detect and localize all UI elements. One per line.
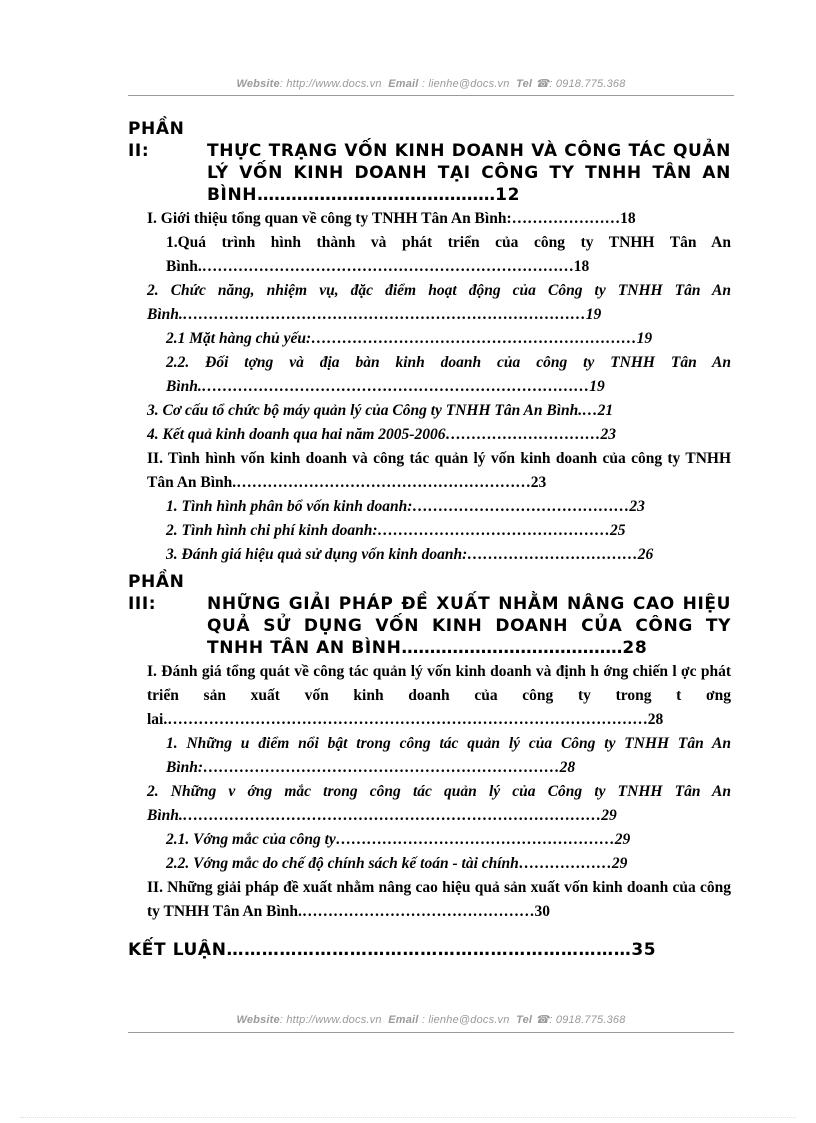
toc-entry[interactable] [147,660,731,732]
toc-entry-text: 2. Những v ớng mắc trong công tác quản lý của Công ty TNHH Tân An Bình. [147,783,731,824]
part-3-dots: ………………………………… [401,638,623,658]
part-3-page: 28 [622,638,648,658]
toc-entry-dots: …………………………………………………………… [203,759,560,776]
footer-rule [128,1032,734,1033]
toc-entry-dots: …………………………… [467,546,638,563]
toc-entry-dots: ……………………………………………………… [311,330,637,347]
part-2-label: PHẦN II: [128,119,185,161]
toc-entry[interactable] [147,519,731,543]
toc-entry-text: II. Những giải pháp đề xuất nhằm nâng cao hiệu quả sản xuất vốn kinh doanh của công ty TNHH Tân An Bình. [147,879,731,920]
toc-entry-page: 19 [636,330,653,347]
toc-entry-page: 29 [611,855,628,872]
header-email-value[interactable]: : lienhe@docs.vn [421,78,510,90]
toc-entry[interactable] [147,543,731,567]
header-email-label: Email [388,78,419,90]
toc-entry[interactable] [147,327,731,351]
toc-entry-text: 1.Quá trình hình thành và phát triển của công ty TNHH Tân An Bình. [166,234,731,275]
toc-entry[interactable] [147,399,731,423]
toc-entry-page: 26 [637,546,654,563]
conclusion-title: KẾT LUẬN [128,940,227,960]
toc-entry[interactable] [147,447,731,495]
toc-part-2[interactable] [128,118,731,206]
toc-entry-page: 19 [589,378,605,395]
toc-entry-page: 29 [601,807,617,824]
toc-part-3[interactable] [128,571,731,659]
toc-entry-page: 29 [614,831,631,848]
part-2-page: 12 [495,185,520,205]
toc-entry-page: 23 [530,474,547,491]
conclusion-dots: …………………………………………………………… [226,940,632,960]
footer-tel-label: Tel [516,1014,533,1026]
toc-entry[interactable] [147,207,731,231]
toc-entry-page: 23 [600,426,616,443]
page-footer [128,1013,734,1026]
toc-entry[interactable] [147,852,731,876]
toc-entry-page: 28 [559,759,576,776]
footer-email-label: Email [388,1014,419,1026]
toc-entry-dots: ……………………………………………… [335,831,615,848]
part-3-label: PHẦN III: [128,572,185,614]
part-2-title: THỰC TRẠNG VỐN KINH DOANH VÀ CÔNG TÁC QUẢN LÝ VỐN KINH DOANH TẠI CÔNG TY TNHH TÂN AN BÌNH [207,141,731,205]
footer-tel-value: ☎: 0918.775.368 [535,1014,626,1026]
toc-entry[interactable] [147,231,731,279]
toc-entry-dots: …………………………………… [412,498,630,515]
toc-entry-text: 3. Cơ cấu tổ chức bộ máy quản lý của Công ty TNHH Tân An Bình. [147,402,583,419]
toc-entry-text: I. Giới thiệu tổng quan về công ty TNHH Tân An Bình: [147,210,512,227]
header-website-label: Website [236,78,280,90]
toc-entry-dots: ………………………………………………… [236,474,531,491]
toc-entry-dots: ……………………………………… [377,522,610,539]
toc-entry-dots: ………………………………………………………………… [201,378,590,395]
table-of-contents [128,118,731,960]
toc-entry-dots: …………………………………………………………………… [182,306,586,323]
toc-entry-dots: ………………… [511,210,621,227]
toc-entry-page: 23 [629,498,645,515]
toc-entry-text: II. Tình hình vốn kinh doanh và công tác quản lý vốn kinh doanh của công ty TNHH Tân An Bình. [147,450,731,491]
toc-entry-dots: ……………………………………………………………… [201,258,574,275]
toc-entry-text: 1. Những u điểm nổi bật trong công tác quản lý của Công ty TNHH Tân An Bình: [166,735,731,776]
toc-entry-dots: ………………………… [445,426,601,443]
toc-entry[interactable] [147,495,731,519]
toc-entry-page: 25 [610,522,626,539]
toc-entry-text: 2.2. Đối tợng và địa bàn kinh doanh của công ty TNHH Tân An Bình. [166,354,731,395]
toc-entry-dots: ……………………………………………………………………… [182,807,602,824]
toc-entry-dots: ……………………………………… [301,903,535,920]
toc-entry-text: 2. Tình hình chi phí kinh doanh: [166,522,378,539]
toc-entry-dots: ……………… [518,855,612,872]
header-website-value[interactable]: : http://www.docs.vn [279,78,382,90]
conclusion-page: 35 [631,940,657,960]
toc-entry[interactable] [147,876,731,924]
page-header [128,77,734,90]
part-2-dots: …………………………………… [257,185,496,205]
toc-entry-text: 2. Chức năng, nhiệm vụ, đặc điểm hoạt động của Công ty TNHH Tân An Bình. [147,282,731,323]
toc-entry[interactable] [147,279,731,327]
header-tel-value: ☎: 0918.775.368 [535,78,626,90]
toc-entry-page: 21 [597,402,614,419]
page-bottom-rule [20,1117,796,1118]
toc-entry[interactable] [147,828,731,852]
toc-entry[interactable] [147,780,731,828]
header-tel-label: Tel [516,78,533,90]
part-3-title: NHỮNG GIẢI PHÁP ĐỀ XUẤT NHẰM NÂNG CAO HIỆU QUẢ SỬ DỤNG VỐN KINH DOANH CỦA CÔNG TY TNHH TÂN AN BÌNH [207,594,731,658]
toc-entry-text: 3. Đánh giá hiệu quả sử dụng vốn kinh doanh: [166,546,468,563]
toc-entry-text: 2.2. Vớng mắc do chế độ chính sách kế toán - tài chính [166,855,519,872]
toc-entry-page: 18 [573,258,590,275]
toc-entry[interactable] [147,351,731,399]
toc-entry-text: 1. Tình hình phân bổ vốn kinh doanh: [166,498,413,515]
toc-entry-text: 4. Kết quả kinh doanh qua hai năm 2005-2006 [147,426,446,443]
toc-entry-text: 2.1. Vớng mắc của công ty [166,831,336,848]
toc-entry-page: 28 [647,711,664,728]
toc-entry-page: 30 [534,903,550,920]
toc-entry-text: 2.1 Mặt hàng chủ yếu: [166,330,312,347]
toc-conclusion[interactable] [128,940,731,960]
footer-website-label: Website [236,1014,280,1026]
toc-entry-page: 19 [585,306,602,323]
footer-email-value[interactable]: : lienhe@docs.vn [421,1014,510,1026]
toc-entry[interactable] [147,423,731,447]
footer-website-value[interactable]: : http://www.docs.vn [279,1014,382,1026]
toc-entry-page: 18 [620,210,636,227]
toc-entry-text: I. Đánh giá tổng quát về công tác quản lý vốn kinh doanh và định h ớng chiến l ợc phát triển sản xuất vốn kinh doanh của công ty trong t ơng lai. [147,663,731,728]
toc-entry[interactable] [147,732,731,780]
toc-entry-dots: … [582,402,598,419]
header-rule [128,95,734,96]
toc-entry-dots: ………………………………………………………………………………… [167,711,648,728]
